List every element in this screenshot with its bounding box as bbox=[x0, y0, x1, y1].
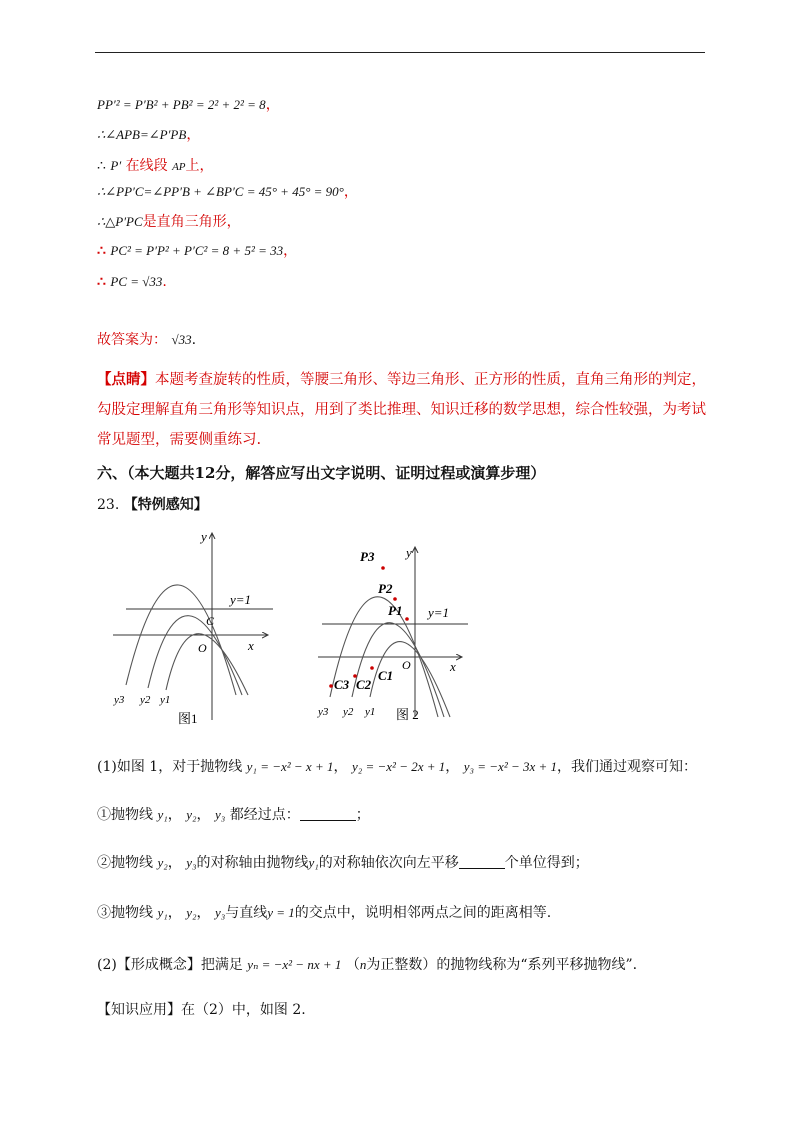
solution-line-3: ∴ P′ 在线段 AP上， bbox=[97, 158, 214, 174]
solution-line-2: ∴∠APB=∠P′PB， bbox=[97, 127, 201, 143]
solution-line-7: ∴ PC = √33. bbox=[97, 274, 167, 290]
answer-blank-2[interactable] bbox=[459, 854, 505, 869]
point-c3 bbox=[329, 684, 333, 688]
solution-line-5: ∴△P′PC是直角三角形， bbox=[97, 214, 241, 230]
equation: ∴∠APB=∠P′PB bbox=[97, 127, 187, 142]
parabola-y2 bbox=[352, 623, 444, 717]
question-2: (2)【形成概念】把满足 yₙ = −x² − nx + 1 （n为正整数）的抛物线称为“系列平移抛物线”. bbox=[97, 957, 638, 973]
equation-y3: y₃ = −x² − 3x + 1 bbox=[463, 759, 558, 774]
label-c2: C2 bbox=[356, 677, 372, 692]
answer-label: 故答案为： bbox=[97, 332, 167, 348]
note-paragraph bbox=[97, 365, 709, 455]
parabola-y2 bbox=[148, 616, 242, 695]
equation-y2: y₂ = −x² − 2x + 1 bbox=[351, 759, 446, 774]
figure-2 bbox=[310, 537, 480, 727]
question-1a: ①抛物线 y₁， y₂， y₃ 都经过点： ； bbox=[97, 807, 370, 823]
curve-label-y2: y2 bbox=[343, 706, 354, 718]
curve-label-y1: y1 bbox=[160, 694, 171, 706]
solution-line-1: PP′² = P′B² + PB² = 2² + 2² = 8， bbox=[97, 97, 280, 113]
x-axis-label: x bbox=[450, 659, 456, 674]
question-1b: ②抛物线 y₂， y₃的对称轴由抛物线y₁的对称轴依次向左平移 个单位得到； bbox=[97, 855, 589, 871]
header-rule bbox=[95, 52, 705, 53]
answer-blank-1[interactable] bbox=[300, 806, 356, 821]
equation: PP′² = P′B² + PB² = 2² + 2² = 8 bbox=[97, 97, 266, 112]
point-p2 bbox=[393, 597, 397, 601]
curve-label-y3: y3 bbox=[318, 706, 329, 718]
note-tag: 【点睛】 bbox=[97, 371, 155, 388]
equation-y1: y₁ = −x² − x + 1 bbox=[246, 759, 334, 774]
figure-2-caption: 图 2 bbox=[396, 707, 419, 722]
y-axis-label: y bbox=[201, 529, 207, 544]
solution-line-4: ∴∠PP′C=∠PP′B + ∠BP′C = 45° + 45° = 90°， bbox=[97, 184, 358, 200]
section-title: 六、（本大题共12分，解答应写出文字说明、证明过程或演算步理） bbox=[97, 464, 546, 482]
equation: PC = √33 bbox=[110, 274, 163, 289]
label-p1: P1 bbox=[388, 603, 403, 618]
parabola-y1 bbox=[166, 634, 248, 695]
knowledge-application: 【知识应用】在（2）中，如图 2. bbox=[97, 1002, 306, 1018]
parabola-y3 bbox=[126, 585, 236, 695]
line-label: y=1 bbox=[428, 605, 450, 620]
line-label: y=1 bbox=[230, 592, 252, 607]
label-c3: C3 bbox=[334, 677, 350, 692]
label-c1: C1 bbox=[378, 668, 394, 683]
note-text: 本题考查旋转的性质，等腰三角形、等边三角形、正方形的性质，直角三角形的判定，勾股定理解直角三角形等知识点，用到了类比推理、知识迁移的数学思想，综合性较强，为考试常见题型，需要侧重练习. bbox=[97, 372, 706, 448]
curve-label-y1: y1 bbox=[365, 706, 376, 718]
answer-value: √33 bbox=[171, 332, 192, 347]
x-axis-label: x bbox=[248, 638, 254, 653]
point-p1 bbox=[405, 617, 409, 621]
problem-heading bbox=[97, 495, 208, 515]
curve-label-y2: y2 bbox=[140, 694, 151, 706]
y-axis-label: y bbox=[406, 545, 412, 560]
equation: ∴∠PP′C=∠PP′B + ∠BP′C = 45° + 45° = 90° bbox=[97, 184, 344, 199]
figure-1-caption: 图1 bbox=[178, 711, 198, 726]
label-p2: P2 bbox=[378, 581, 393, 596]
label-p3: P3 bbox=[360, 549, 375, 564]
answer-line: 故答案为： √33. bbox=[97, 332, 197, 348]
problem-tag: 【特例感知】 bbox=[123, 497, 208, 513]
origin-label: O bbox=[402, 658, 411, 672]
figure-1 bbox=[108, 525, 278, 730]
question-1c: ③抛物线 y₁， y₂， y₃与直线y = 1的交点中，说明相邻两点之间的距离相等. bbox=[97, 905, 552, 921]
origin-label: O bbox=[198, 641, 207, 655]
equation: PC² = P′P² + P′C² = 8 + 5² = 33 bbox=[110, 243, 284, 258]
point-c1 bbox=[370, 666, 374, 670]
point-p3 bbox=[381, 566, 385, 570]
solution-line-6: ∴ PC² = P′P² + P′C² = 8 + 5² = 33， bbox=[97, 243, 298, 259]
point-c-label: C bbox=[206, 614, 215, 628]
curve-label-y3: y3 bbox=[114, 694, 125, 706]
equation-yn: yₙ = −x² − nx + 1 bbox=[247, 957, 342, 972]
question-1-intro: (1)如图 1，对于抛物线 y₁ = −x² − x + 1， y₂ = −x² − 2x + 1， y₃ = −x² − 3x + 1，我们通过观察可知： bbox=[97, 759, 698, 775]
problem-number: 23. bbox=[97, 497, 120, 513]
